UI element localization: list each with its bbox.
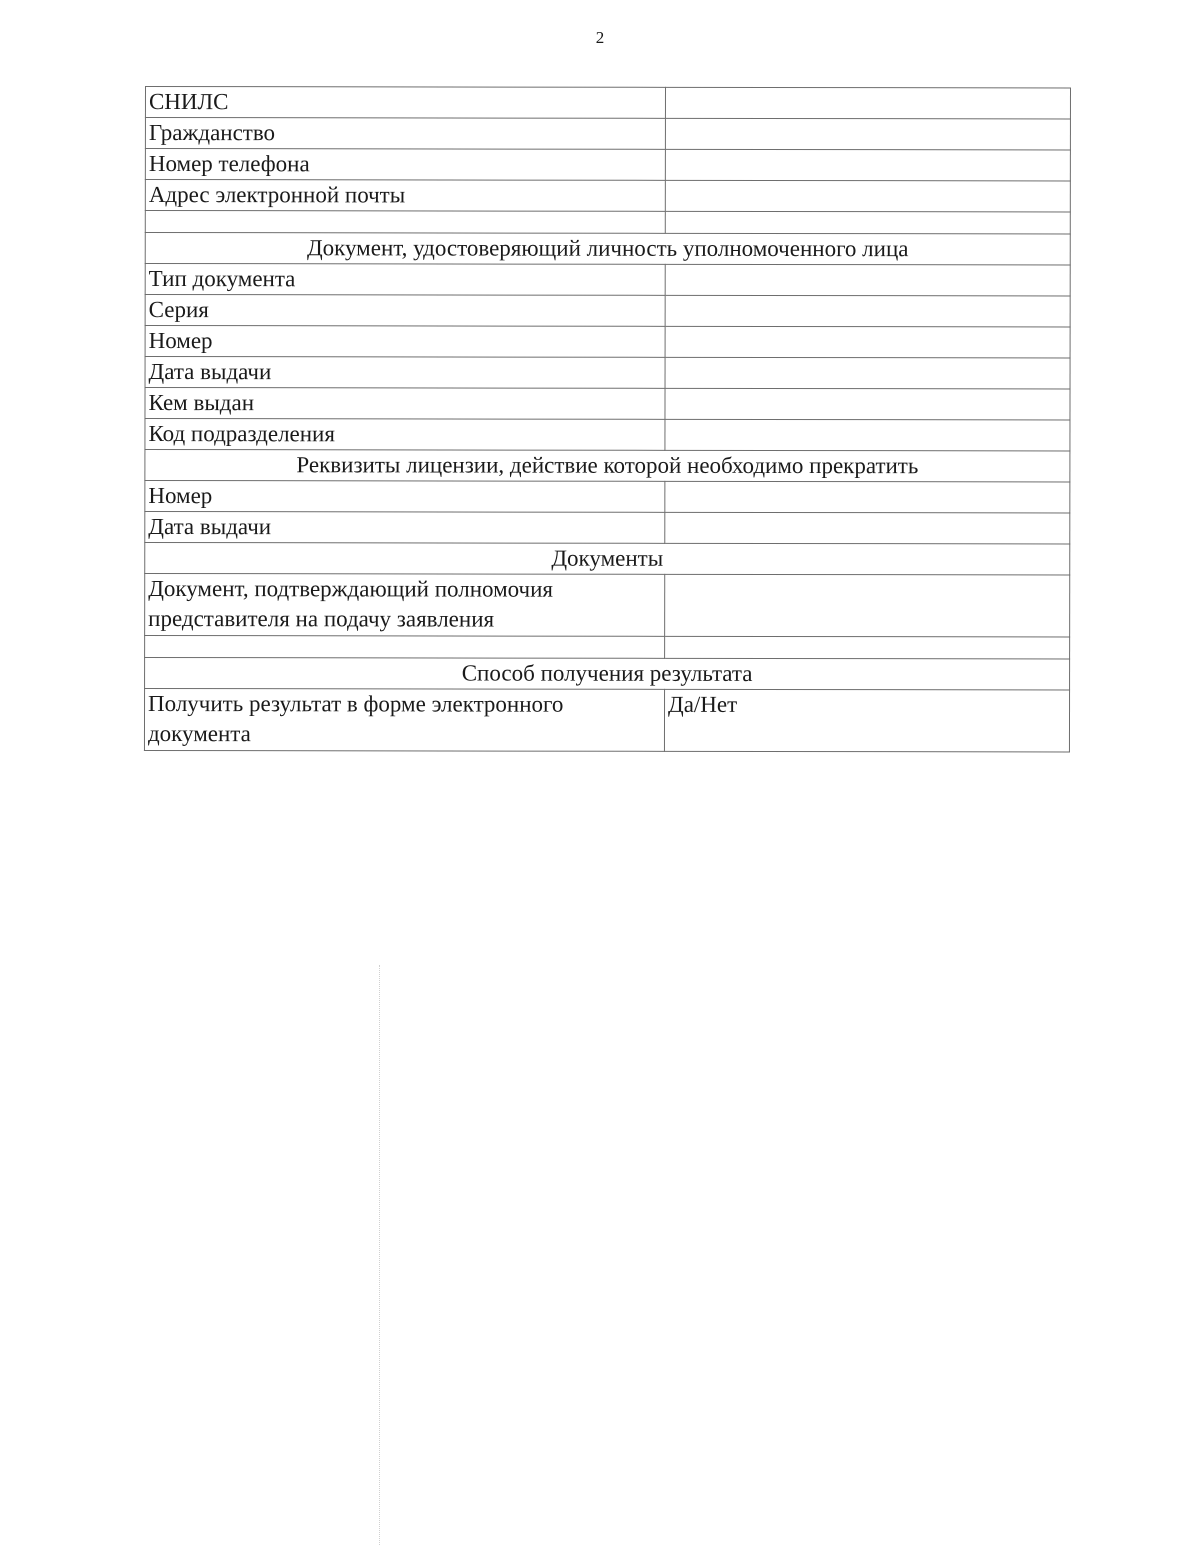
label-issued-by: Кем выдан <box>145 388 665 420</box>
label-issue-date: Дата выдачи <box>145 357 665 389</box>
value-series[interactable] <box>665 295 1070 327</box>
table-row <box>145 118 1070 150</box>
table-row-section <box>145 543 1070 575</box>
value-snils[interactable] <box>665 87 1070 119</box>
value-electronic-result[interactable]: Да/Нет <box>664 689 1069 752</box>
label-phone: Номер телефона <box>145 149 665 181</box>
empty-cell <box>145 211 665 234</box>
table-row <box>145 512 1070 544</box>
label-doc-number: Номер <box>145 326 665 358</box>
value-division-code[interactable] <box>665 419 1070 451</box>
value-phone[interactable] <box>665 149 1070 181</box>
application-form-table <box>144 86 1071 752</box>
table-row <box>145 264 1070 296</box>
table-row <box>145 87 1070 119</box>
label-division-code: Код подразделения <box>145 419 665 451</box>
table-row <box>145 481 1070 513</box>
table-row <box>145 574 1070 637</box>
label-snils: СНИЛС <box>145 87 665 119</box>
value-doc-type[interactable] <box>665 264 1070 296</box>
table-row-empty <box>145 211 1070 234</box>
value-issue-date[interactable] <box>665 357 1070 389</box>
scan-artifact-line <box>379 965 380 1545</box>
value-license-number[interactable] <box>665 481 1070 513</box>
table-row <box>145 357 1070 389</box>
page-number: 2 <box>595 28 605 47</box>
label-authority-document: Документ, подтверждающий полномочия представителя на подачу заявления <box>145 574 665 637</box>
empty-cell <box>665 636 1070 659</box>
label-license-number: Номер <box>145 481 665 513</box>
label-email: Адрес электронной почты <box>145 180 665 212</box>
table-row <box>145 180 1070 212</box>
table-row <box>145 149 1070 181</box>
table-row-empty <box>145 636 1070 659</box>
empty-cell <box>145 636 665 659</box>
value-email[interactable] <box>665 180 1070 212</box>
label-license-issue-date: Дата выдачи <box>145 512 665 544</box>
table-row <box>145 388 1070 420</box>
value-doc-number[interactable] <box>665 326 1070 358</box>
table-row-section <box>145 450 1070 482</box>
table-row <box>144 689 1069 752</box>
table-row <box>145 326 1070 358</box>
table-row <box>145 295 1070 327</box>
value-issued-by[interactable] <box>665 388 1070 420</box>
section-heading-license: Реквизиты лицензии, действие которой необходимо прекратить <box>145 450 1070 482</box>
label-doc-type: Тип документа <box>145 264 665 296</box>
section-heading-id-document: Документ, удостоверяющий личность уполномоченного лица <box>145 233 1070 265</box>
label-citizenship: Гражданство <box>145 118 665 150</box>
value-license-issue-date[interactable] <box>665 512 1070 544</box>
empty-cell <box>665 211 1070 234</box>
section-heading-result-method: Способ получения результата <box>145 658 1070 690</box>
table-row-section <box>145 233 1070 265</box>
label-electronic-result: Получить результат в форме электронного документа <box>144 689 664 752</box>
label-series: Серия <box>145 295 665 327</box>
value-authority-document[interactable] <box>665 574 1070 637</box>
section-heading-documents: Документы <box>145 543 1070 575</box>
table-row <box>145 419 1070 451</box>
table-row-section <box>145 658 1070 690</box>
value-citizenship[interactable] <box>665 118 1070 150</box>
